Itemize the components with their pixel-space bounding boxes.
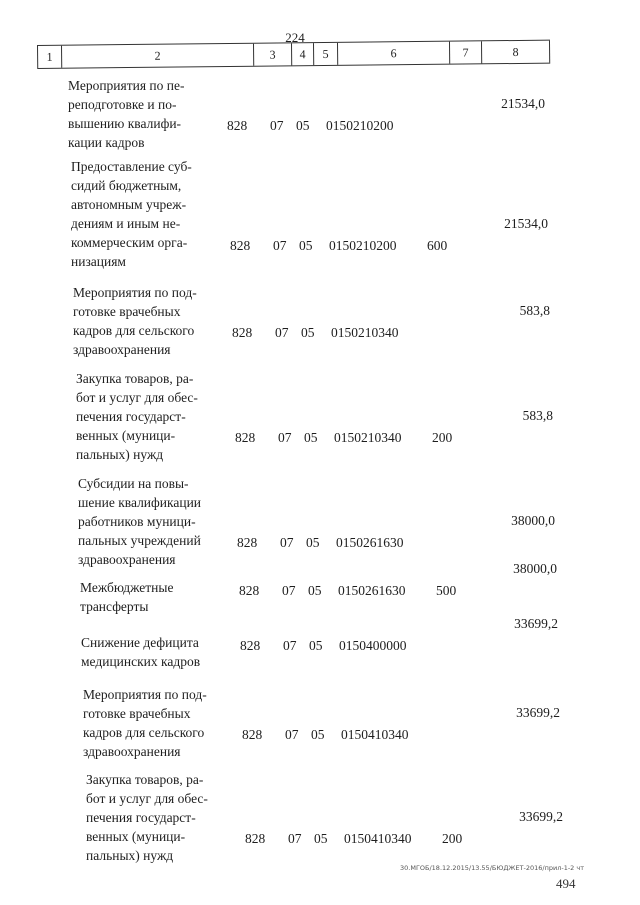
cell-amount: 33699,2 (519, 809, 563, 824)
description-line: Мероприятия по под- (83, 687, 207, 702)
description-line: вышению квалифи- (68, 116, 182, 131)
description-line: печения государст- (76, 409, 186, 424)
header-col-3: 3 (253, 43, 291, 65)
cell-amount: 33699,2 (514, 616, 558, 631)
description-line: Межбюджетные (80, 580, 174, 595)
cell-subsection-code: 05 (308, 583, 322, 598)
cell-section-code: 07 (285, 727, 299, 742)
cell-amount: 33699,2 (516, 705, 560, 720)
cell-section-code: 07 (275, 325, 289, 340)
cell-section-code: 07 (270, 118, 284, 133)
cell-ministry-code: 828 (230, 238, 251, 253)
cell-subsection-code: 05 (296, 118, 310, 133)
description-line: венных (муници- (76, 428, 176, 443)
cell-expense-type: 600 (427, 238, 448, 253)
cell-amount: 21534,0 (504, 216, 548, 231)
description-line: Мероприятия по под- (73, 285, 197, 300)
cell-amount: 38000,0 (511, 513, 555, 528)
header-col-7: 7 (449, 41, 481, 63)
description-line: здравоохранения (83, 744, 181, 759)
cell-section-code: 07 (278, 430, 292, 445)
description-line: медицинских кадров (81, 654, 201, 669)
description-line: дениям и иным не- (71, 216, 181, 231)
cell-target-article: 0150400000 (339, 638, 407, 653)
row-description (68, 76, 210, 152)
row-description (71, 157, 213, 271)
header-col-4: 4 (291, 43, 313, 65)
description-line: здравоохранения (78, 552, 176, 567)
cell-target-article: 0150210200 (326, 118, 394, 133)
cell-ministry-code: 828 (232, 325, 253, 340)
description-line: готовке врачебных (83, 706, 191, 721)
row-description (76, 369, 218, 464)
description-line: печения государст- (86, 810, 196, 825)
footer-stamp: 30.МГОБ/18.12.2015/13.55/БЮДЖЕТ-2016/прил-1-2 чт (400, 864, 584, 872)
description-line: пальных) нужд (76, 447, 164, 462)
cell-ministry-code: 828 (240, 638, 261, 653)
description-line: автономным учреж- (71, 197, 187, 212)
cell-target-article: 0150261630 (336, 535, 404, 550)
description-line: шение квалификации (78, 495, 202, 510)
header-col-1: 1 (37, 46, 61, 68)
row-description (80, 578, 222, 616)
description-line: кадров для сельского (73, 323, 195, 338)
row-description (81, 633, 223, 671)
description-line: пальных) нужд (86, 848, 174, 863)
cell-target-article: 0150410340 (344, 831, 412, 846)
description-line: Закупка товаров, ра- (76, 371, 194, 386)
cell-ministry-code: 828 (242, 727, 263, 742)
cell-subsection-code: 05 (306, 535, 320, 550)
cell-ministry-code: 828 (227, 118, 248, 133)
row-description (78, 474, 220, 569)
description-line: Закупка товаров, ра- (86, 772, 204, 787)
description-line: бот и услуг для обес- (76, 390, 198, 405)
row-description (83, 685, 225, 761)
cell-target-article: 0150410340 (341, 727, 409, 742)
cell-section-code: 07 (282, 583, 296, 598)
cell-subsection-code: 05 (301, 325, 315, 340)
description-line: низациям (71, 254, 126, 269)
cell-section-code: 07 (273, 238, 287, 253)
cell-amount: 38000,0 (513, 561, 557, 576)
cell-expense-type: 200 (432, 430, 453, 445)
cell-target-article: 0150261630 (338, 583, 406, 598)
cell-amount: 583,8 (519, 303, 550, 318)
description-line: пальных учреждений (78, 533, 201, 548)
cell-target-article: 0150210340 (331, 325, 399, 340)
description-line: кации кадров (68, 135, 145, 150)
cell-subsection-code: 05 (309, 638, 323, 653)
page-number-top: 224 (285, 30, 305, 45)
cell-expense-type: 200 (442, 831, 463, 846)
description-line: Предоставление суб- (71, 159, 192, 174)
description-line: кадров для сельского (83, 725, 205, 740)
cell-ministry-code: 828 (235, 430, 256, 445)
cell-amount: 21534,0 (501, 96, 545, 111)
cell-subsection-code: 05 (311, 727, 325, 742)
header-col-8: 8 (481, 41, 550, 64)
row-description (73, 283, 215, 359)
cell-section-code: 07 (283, 638, 297, 653)
description-line: реподготовке и по- (68, 97, 177, 112)
cell-target-article: 0150210340 (334, 430, 402, 445)
description-line: Снижение дефицита (81, 635, 199, 650)
description-line: Мероприятия по пе- (68, 78, 185, 93)
header-col-2: 2 (61, 44, 253, 68)
description-line: коммерческим орга- (71, 235, 188, 250)
description-line: сидий бюджетным, (71, 178, 182, 193)
header-col-5: 5 (313, 43, 337, 65)
description-line: бот и услуг для обес- (86, 791, 208, 806)
description-line: трансферты (80, 599, 149, 614)
cell-expense-type: 500 (436, 583, 457, 598)
cell-section-code: 07 (280, 535, 294, 550)
cell-subsection-code: 05 (299, 238, 313, 253)
cell-amount: 583,8 (522, 408, 553, 423)
page-number-bottom: 494 (556, 876, 576, 891)
description-line: венных (муници- (86, 829, 186, 844)
cell-ministry-code: 828 (239, 583, 260, 598)
cell-ministry-code: 828 (245, 831, 266, 846)
description-line: здравоохранения (73, 342, 171, 357)
cell-ministry-code: 828 (237, 535, 258, 550)
row-description (86, 770, 228, 865)
header-col-6: 6 (337, 42, 449, 65)
description-line: готовке врачебных (73, 304, 181, 319)
cell-subsection-code: 05 (314, 831, 328, 846)
cell-target-article: 0150210200 (329, 238, 397, 253)
description-line: Субсидии на повы- (78, 476, 189, 491)
cell-subsection-code: 05 (304, 430, 318, 445)
cell-section-code: 07 (288, 831, 302, 846)
description-line: работников муници- (78, 514, 196, 529)
